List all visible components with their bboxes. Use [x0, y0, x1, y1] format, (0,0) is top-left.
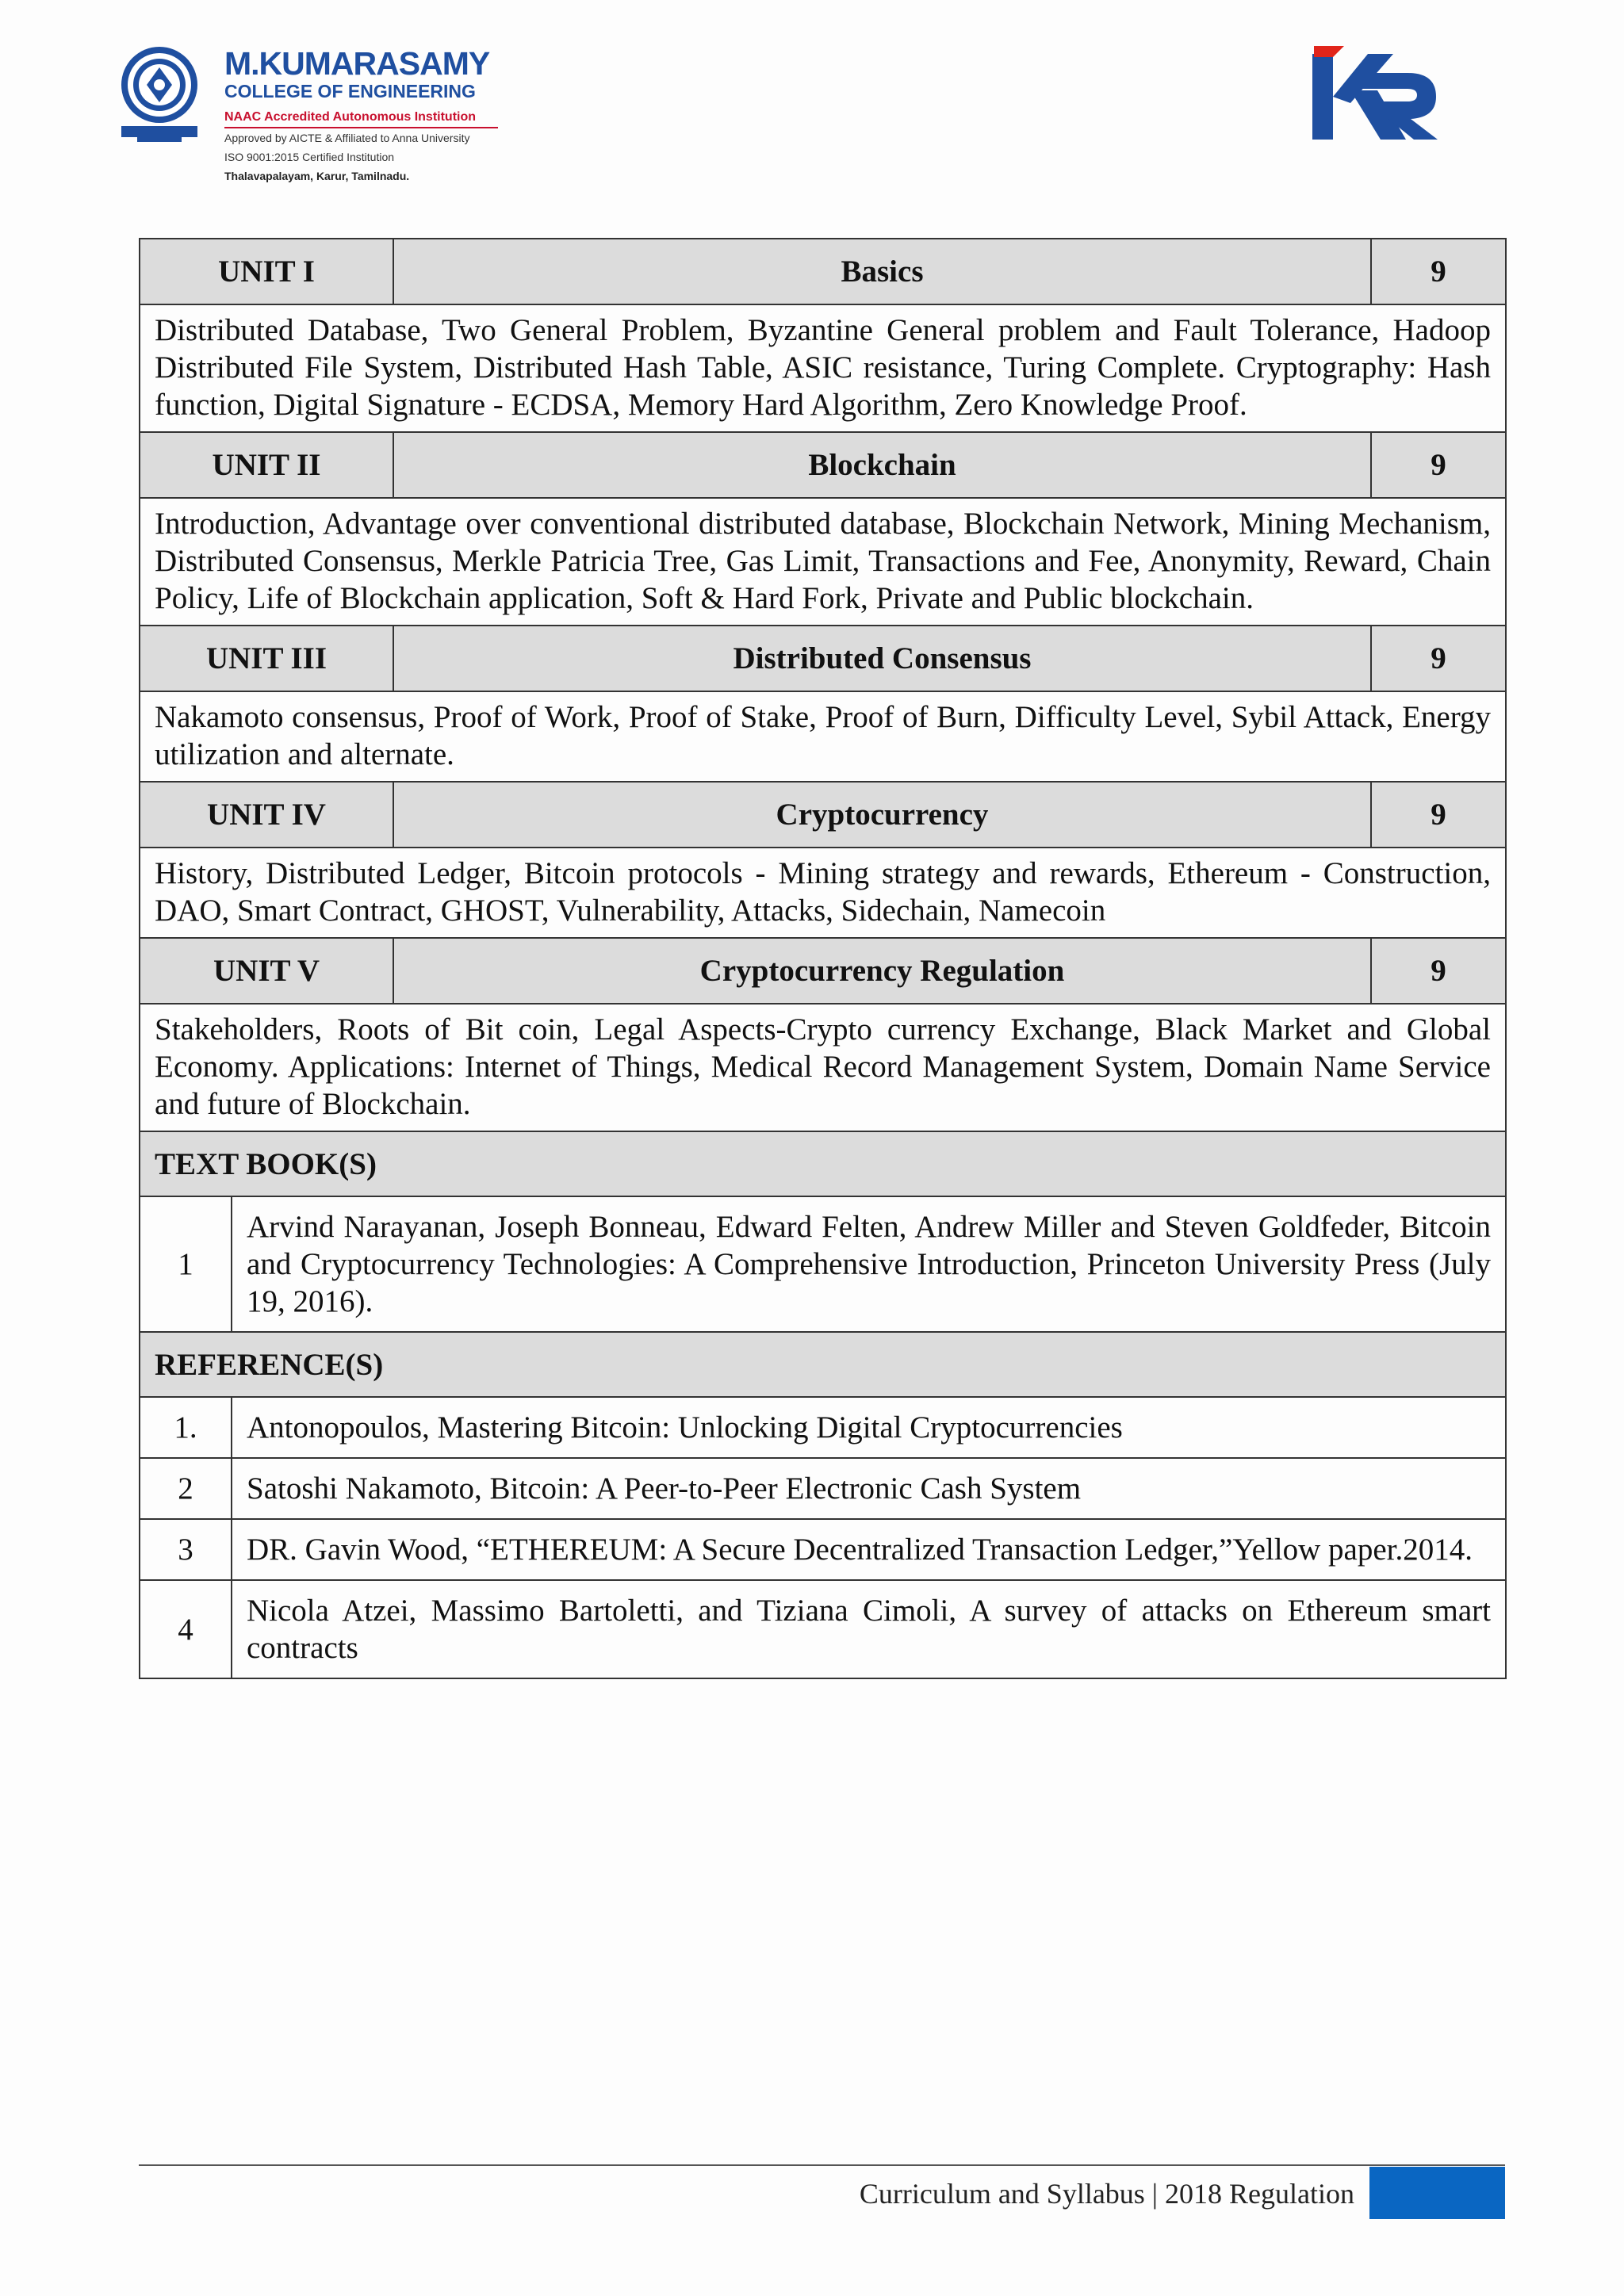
- reference-heading: [140, 1332, 1506, 1397]
- approval-line: Approved by AICTE & Affiliated to Anna University: [224, 132, 470, 144]
- reference-heading-label: REFERENCE(S): [140, 1332, 1506, 1397]
- unit-title: Distributed Consensus: [393, 626, 1371, 691]
- unit-header-row: [140, 626, 1506, 691]
- unit-content: Introduction, Advantage over conventional distributed database, Blockchain Network, Mining Mechanism, Distributed Consensus, Merkle Patricia Tree, Gas Limit, Transactions and Fee, Anonymity, Reward, Chain Policy, Life of Blockchain application, Soft & Hard Fork, Private and Public blockchain.: [140, 498, 1506, 626]
- unit-label: UNIT IV: [140, 782, 393, 848]
- textbook-heading-label: TEXT BOOK(S): [140, 1131, 1506, 1196]
- unit-hours: 9: [1371, 432, 1506, 498]
- unit-hours: 9: [1371, 938, 1506, 1004]
- unit-header-row: [140, 239, 1506, 304]
- footer-text: Curriculum and Syllabus | 2018 Regulation: [859, 2178, 1354, 2210]
- college-name: M.KUMARASAMY: [224, 45, 490, 82]
- unit-content-row: [140, 848, 1506, 938]
- naac-accreditation: NAAC Accredited Autonomous Institution: [224, 109, 498, 128]
- unit-label: UNIT V: [140, 938, 393, 1004]
- page-header: [0, 0, 1624, 206]
- college-name-block: [224, 46, 498, 186]
- reference-item-text: DR. Gavin Wood, “ETHEREUM: A Secure Decentralized Transaction Ledger,”Yellow paper.2014.: [232, 1519, 1506, 1580]
- unit-title: Blockchain: [393, 432, 1371, 498]
- unit-hours: 9: [1371, 239, 1506, 304]
- unit-title: Cryptocurrency Regulation: [393, 938, 1371, 1004]
- college-subtitle: COLLEGE OF ENGINEERING: [224, 81, 476, 101]
- footer-divider: [139, 2164, 1505, 2166]
- unit-content: Stakeholders, Roots of Bit coin, Legal Aspects-Crypto currency Exchange, Black Market and Global Economy. Applications: Internet of Things, Medical Record Management System, Domain Name Service and future of Blockchain.: [140, 1004, 1506, 1131]
- reference-item-number: 3: [140, 1519, 232, 1580]
- reference-item-text: Nicola Atzei, Massimo Bartoletti, and Tiziana Cimoli, A survey of attacks on Ethereum smart contracts: [232, 1580, 1506, 1678]
- unit-content-row: [140, 498, 1506, 626]
- unit-title: Basics: [393, 239, 1371, 304]
- textbook-heading: [140, 1131, 1506, 1196]
- reference-item-number: 2: [140, 1458, 232, 1519]
- reference-item-number: 4: [140, 1580, 232, 1678]
- textbook-item: [140, 1196, 1506, 1332]
- textbook-item-text: Arvind Narayanan, Joseph Bonneau, Edward Felten, Andrew Miller and Steven Goldfeder, Bitcoin and Cryptocurrency Technologies: A Comprehensive Introduction, Princeton University Press (July 19, 2016).: [232, 1196, 1506, 1332]
- unit-header-row: [140, 782, 1506, 848]
- reference-item-number: 1.: [140, 1397, 232, 1458]
- address-line: Thalavapalayam, Karur, Tamilnadu.: [224, 170, 410, 182]
- reference-item: [140, 1458, 1506, 1519]
- unit-content-row: [140, 1004, 1506, 1131]
- unit-header-row: [140, 938, 1506, 1004]
- unit-label: UNIT II: [140, 432, 393, 498]
- iso-line: ISO 9001:2015 Certified Institution: [224, 151, 395, 163]
- unit-title: Cryptocurrency: [393, 782, 1371, 848]
- unit-content: Nakamoto consensus, Proof of Work, Proof of Stake, Proof of Burn, Difficulty Level, Sybil Attack, Energy utilization and alternate.: [140, 691, 1506, 782]
- kr-logo: [1312, 46, 1439, 141]
- unit-hours: 9: [1371, 782, 1506, 848]
- unit-content: History, Distributed Ledger, Bitcoin protocols - Mining strategy and rewards, Ethereum - Construction, DAO, Smart Contract, GHOST, Vulnerability, Attacks, Sidechain, Namecoin: [140, 848, 1506, 938]
- unit-hours: 9: [1371, 626, 1506, 691]
- syllabus-table: [139, 238, 1505, 1679]
- college-seal-logo: [115, 44, 204, 147]
- reference-item: [140, 1397, 1506, 1458]
- unit-content-row: [140, 691, 1506, 782]
- unit-content-row: [140, 304, 1506, 432]
- footer-accent-box: [1369, 2167, 1505, 2219]
- unit-header-row: [140, 432, 1506, 498]
- reference-item: [140, 1519, 1506, 1580]
- textbook-item-number: 1: [140, 1196, 232, 1332]
- reference-item-text: Satoshi Nakamoto, Bitcoin: A Peer-to-Peer Electronic Cash System: [232, 1458, 1506, 1519]
- reference-item: [140, 1580, 1506, 1678]
- unit-content: Distributed Database, Two General Problem, Byzantine General problem and Fault Tolerance, Hadoop Distributed File System, Distributed Hash Table, ASIC resistance, Turing Complete. Cryptography: Hash function, Digital Signature - ECDSA, Memory Hard Algorithm, Zero Knowledge Proof.: [140, 304, 1506, 432]
- reference-item-text: Antonopoulos, Mastering Bitcoin: Unlocking Digital Cryptocurrencies: [232, 1397, 1506, 1458]
- unit-label: UNIT I: [140, 239, 393, 304]
- unit-label: UNIT III: [140, 626, 393, 691]
